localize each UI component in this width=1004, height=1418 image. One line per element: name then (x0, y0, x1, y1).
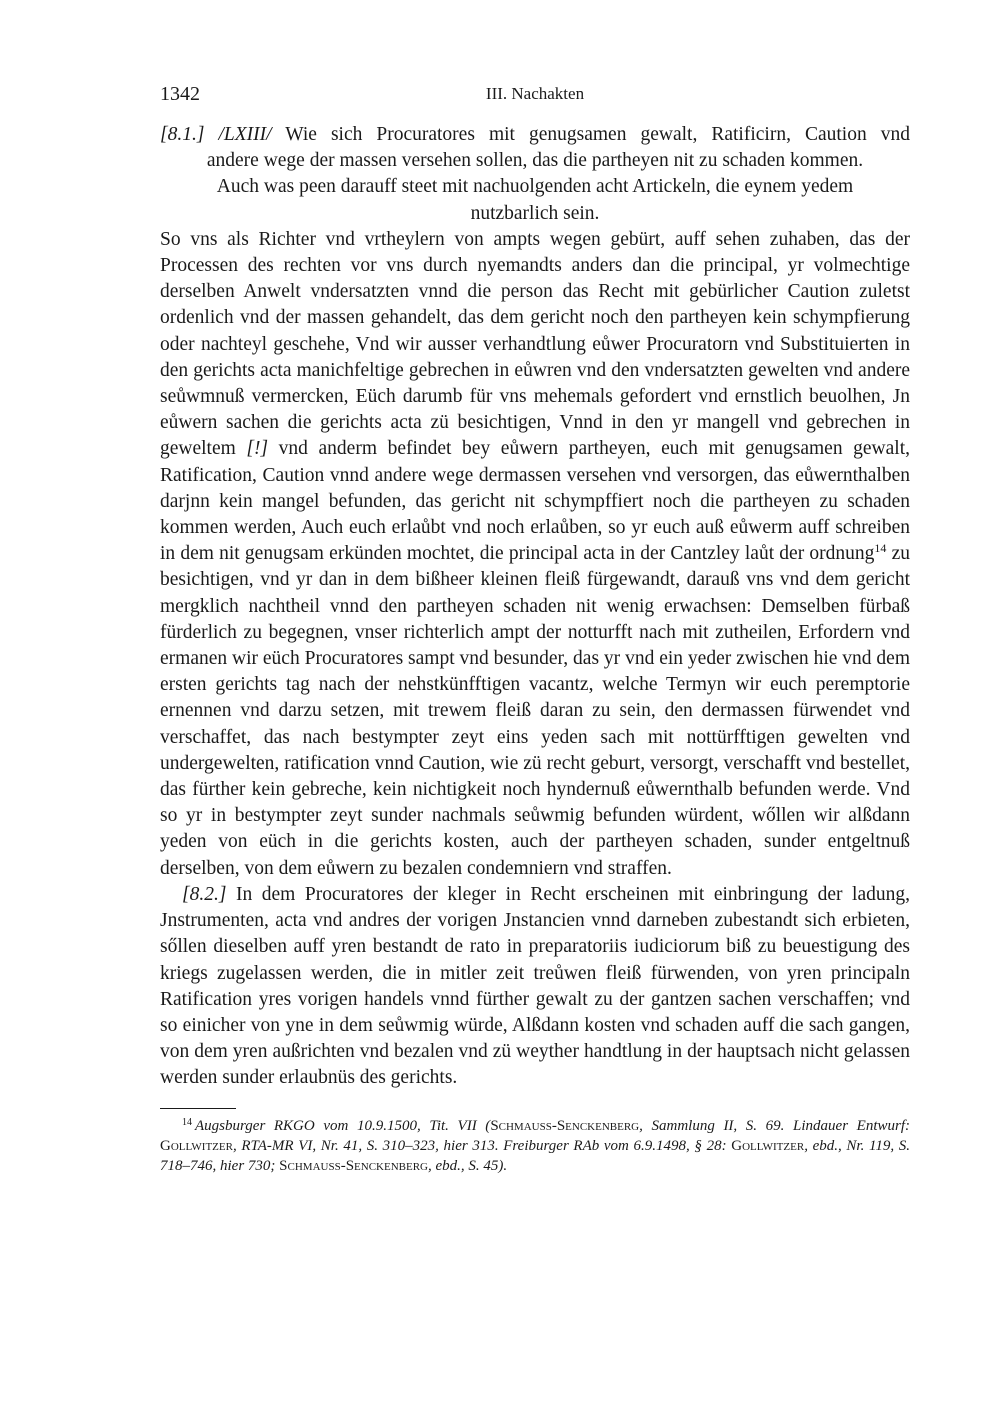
heading-text-1: Wie sich Procuratores mit genugsamen gewalt, Ratificirn, Caution vnd (285, 124, 910, 145)
paragraph-number: [8.2.] (182, 883, 227, 905)
footnote-text: , Sammlung II, S. 69. Lindauer Entwurf: (639, 1117, 910, 1134)
running-title: III. Nachakten (485, 84, 585, 103)
footnote-reference[interactable]: 14 (874, 541, 887, 556)
editorial-mark: [!] (246, 438, 269, 460)
paragraph-text: zu besichtigen, vnd yr dan in dem bißheer kleinen fleiß fürgewandt, darauß vns vnd dem gericht mergklich nachtheil vnnd den partheyen schaden nit wenig erwachsen: Demselben fürbaß fürderlich zu begegnen, vnser richterlich ampt der notturfft nach mit zutheilen, Erfordern vnd ermanen wir eüch Procuratores sampt vnd besunder, das yr vnd ein yeder zwischen hie vnd dem ersten gerichts tag nach der nehstkünfftigen vacantz, welche Termyn wir euch peremptorie ernennen vnd darzu setzen, mit trewem fleiß daran zu sein, den dermassen fürwendet vnd verschaffet, das nach bestympter zeyt eins yeden sach mit nottürfftigen gewelten vnd undergewelten, ratification vnnd Caution, wie zü recht geburt, versorgt, verschafft vnd bestellet, das fürther kein gebreche, kein nichtigkeit noch hyndernuß eůwernthalb befunden werde. Vnd so yr in bestympter zeyt sunder nachmals seůwmig befunden würdent, wőllen wir alßdann yeden von eüch in die gerichts kosten, auch der partheyen schaden, sunder entgeltnuß derselben, von dem eůwern zu bezalen condemniern vnd straffen. (160, 543, 911, 879)
footnote-text: Augsburger RKGO vom 10.9.1500, Tit. VII ( (195, 1117, 491, 1134)
footnote-text: , ebd., Nr. 119, S. 718–746, hier 730; (160, 1137, 911, 1174)
section-heading (160, 122, 910, 227)
author-name: Gollwitzer (731, 1137, 805, 1154)
footnote-divider (160, 1108, 236, 1109)
footnote-text: , ebd., S. 45). (427, 1157, 508, 1174)
paragraph-text: So vns als Richter vnd vrtheylern von ampts wegen gebürt, auff sehen zuhaben, das der Processen des rechten vor vns durch nyemandts anders dan die principal, yr volmechtige derselben Anwelt vndersatzten vnnd die person das Recht mit gebürlicher Caution zuletst ordenlich vnd der massen gehandelt, das dem gericht noch den partheyen kein schympfierung oder nachteyl geschehe, Vnd wir ausser verhandtlung eůwer Procuratorn vnd Substituierten in den gerichts acta manichfeltige gebrechen in eůwren vnd den vndersatzten gewelten vnd andere seůwmnuß vermercken, Eüch darumb für vns mehemals gefordert vnd ernstlich beuolhen, Jn eůwern sachen die gerichts acta zü besichtigen, Vnnd in den yr mangell vnd gebrechen in geweltem (160, 228, 910, 460)
heading-line-4: nutzbarlich sein. (470, 202, 600, 224)
body-paragraph-1 (160, 227, 910, 882)
heading-line-1 (160, 122, 910, 148)
heading-line-3: Auch was peen darauff steet mit nachuolgenden acht Artickeln, die eynem yedem (216, 176, 854, 198)
author-name: Schmauss-Senckenberg (279, 1157, 428, 1174)
section-number: [8.1.] (160, 124, 205, 145)
footnote-number: 14 (182, 1116, 192, 1128)
paragraph-text: vnd anderm befindet bey eůwern partheyen, euch mit genugsamen gewalt, Ratification, Caution vnnd andere wege dermassen versehen vnd versorgen, das eůwernthalben darjnn kein mangel befunden, das gericht nit schympffiert noch die partheyen zu schaden kommen werden, Auch euch erlaůbt vnd noch erlaůben, so yr euch auß eůwerm auff schreiben in dem nit genugsam erkünden mochtet, die principal acta in der Cantzley laůt der ordnung (160, 438, 911, 565)
page-number: 1342 (160, 83, 200, 105)
author-name: Gollwitzer (160, 1137, 233, 1154)
heading-line-2: andere wege der massen versehen sollen, das die partheyen nit zu schaden kommen. (206, 150, 864, 172)
folio-marker: /LXIII/ (218, 124, 272, 145)
paragraph-text: In dem Procuratores der kleger in Recht erscheinen mit einbringung der ladung, Jnstrumenten, acta vnd andres der vorigen Jnstancien vnnd darneben zubestandt sich erbieten, sőllen dieselben auff yren bestandt de rato in preparatoriis iudiciorum biß zu beuestigung des kriegs zugelassen werden, die in mitler zeit treůwen fleiß fürwenden, von yren principaln Ratification yres vorigen handels vnnd fürther gewalt zu der gantzen sachen verschaffen; vnd so einicher von yne in dem seůwmig würde, Alßdann kosten vnd schaden auff die sach gangen, von dem yren außrichten vnd bezalen vnd zü weyther handtlung in der hauptsach nicht gelassen werden sunder erlaubnüs des gerichts. (160, 883, 911, 1089)
author-name: Schmauss-Senckenberg (490, 1117, 640, 1134)
footnote-14 (160, 1113, 910, 1176)
running-head (160, 80, 910, 108)
body-paragraph-2 (160, 882, 910, 1092)
footnote-text: , RTA-MR VI, Nr. 41, S. 310–323, hier 313. Freiburger RAb vom 6.9.1498, § 28: (232, 1137, 732, 1154)
document-page (160, 80, 910, 1176)
